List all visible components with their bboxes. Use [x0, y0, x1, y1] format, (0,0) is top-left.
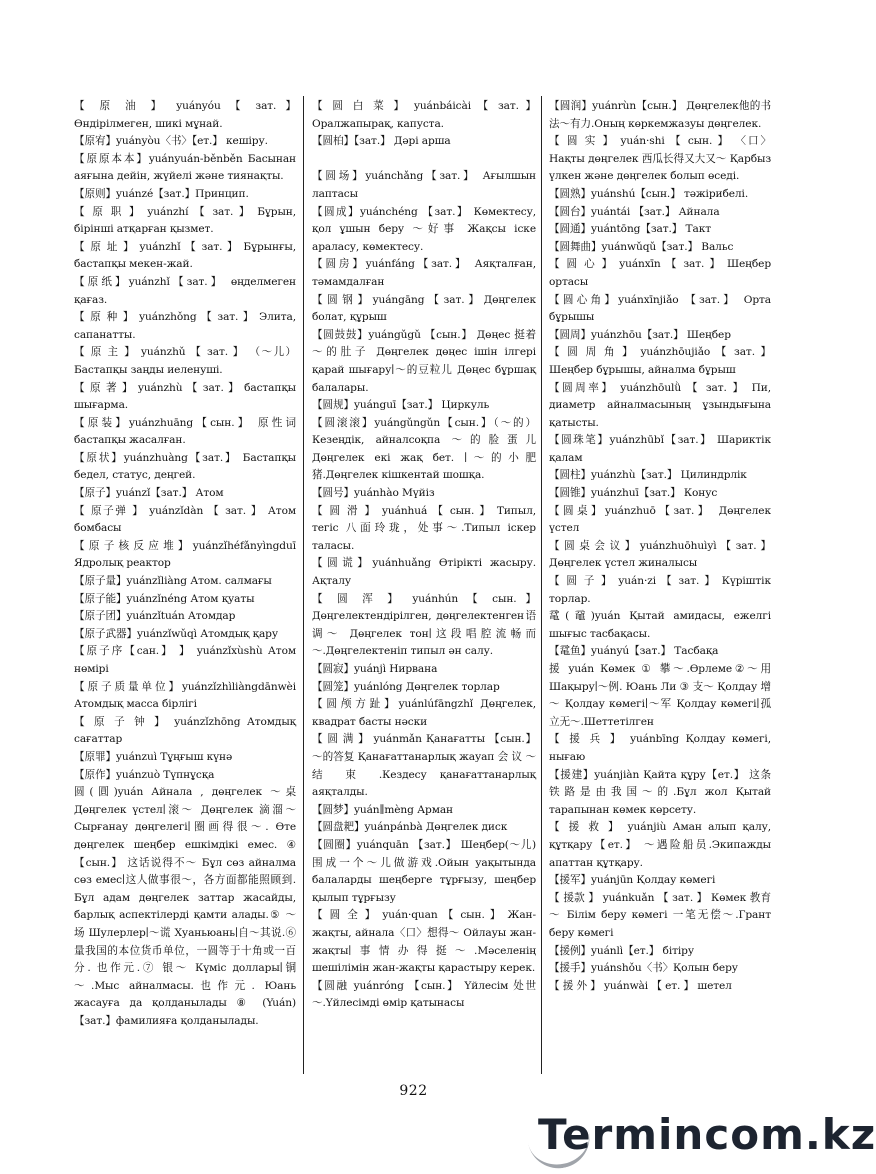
- dictionary-entry: 【原则】yuánzé【зат.】Принцип.: [74, 187, 249, 200]
- dictionary-entry: 【圆规】yuánguī【зат.】 Циркуль: [312, 399, 490, 412]
- dictionary-entry: 【原子核反应堆】yuánzǐhéfǎnyìngduī Ядролық реактор: [74, 539, 296, 570]
- dictionary-entry: 【原子量】yuánzǐliàng Атом. салмағы: [74, 575, 272, 588]
- dictionary-entry: 【援建】yuánjiàn Қайта құру【ет.】 这条铁路是由我国～的.Бұл жол Қытай тарапынан көмек көрсету.: [549, 768, 771, 816]
- dictionary-entry: 【 援款 】 yuánkuǎn 【 зат. 】 Көмек 教育～ Білім беру көмегі 一笔无偿～.Грант беру көмегі: [549, 891, 771, 939]
- dictionary-entry: 【 圆 浑 】 yuánhún 【 сын. 】 Дөңгелектендірілген, дөңгелектенген语调～ Дөңгелек тон∣这段唱腔流畅而～.Дөңгелектеніп типыл ән салу.: [312, 592, 536, 658]
- watermark-logo: [530, 1108, 876, 1164]
- dictionary-entry: 【圆柏】【зат.】 Дәрі арша: [312, 135, 451, 148]
- dictionary-entry: 【 圆 钢 】 yuángāng 【 зат. 】 Дөңгелек болат, құрыш: [312, 293, 536, 324]
- column-divider: [303, 96, 304, 1074]
- dictionary-entry: 【 原 子 钟 】 yuánzǐzhōng Атомдық сағаттар: [74, 715, 296, 746]
- dictionary-entry: 【 原 址 】 yuánzhǐ 【 зат. 】 Бұрынғы, бастапқы мекен-жай.: [74, 240, 296, 271]
- dictionary-entry: 【圆桌】yuánzhuō【зат.】 Дөңгелек үстел: [549, 504, 771, 535]
- dictionary-entry: 【原原本本】yuányuán-běnběn Басынан аяғына дейін, жүйелі және тиянақты.: [74, 152, 296, 183]
- dictionary-entry: 【援手】yuánshǒu〈书〉Қолын беру: [549, 962, 738, 975]
- dictionary-entry: 【 圆 实 】 yuán·shi 【 сын. 】 〈口〉 Нақты дөңгелек 西瓜长得又大又～ Қарбыз үлкен және дөңгелек болып өседі.: [549, 135, 771, 183]
- dictionary-entry: 【 原 油 】 yuányóu 【 зат. 】 Өндірілмеген, шикі мұнай.: [74, 100, 296, 130]
- dictionary-entry: 【 援 外 】 yuánwài 【 ет. 】 шетел: [549, 979, 732, 992]
- dictionary-entry: 【圆台】yuántái 【зат.】 Айнала: [549, 205, 720, 218]
- page-number: 922: [399, 1083, 428, 1099]
- dictionary-entry: 【圆舞曲】yuánwǔqǔ【зат.】 Вальс: [549, 240, 734, 253]
- dictionary-entry: 【原子】yuánzǐ【зат.】 Атом: [74, 487, 224, 500]
- dictionary-entry: 【 圆 心 】 yuánxīn 【 зат. 】 Шеңбер ортасы: [549, 258, 771, 288]
- dictionary-entry: 【鼋鱼】yuányú【зат.】 Тасбақа: [549, 645, 719, 658]
- dictionary-entry: 圆(圓)yuán Айнала , дөңгелек ～桌 Дөңгелек үстел∣滚～ Дөңгелек 滴溜～ Сырғанау дөңгелегі∣圈画得很～. Өте дөңгелек шеңбер ешкімдікі емес. ④【сын.】 这话说得不～ Бұл сөз айналма сөз емес∣这人做事很～，各方面都能照顾到. Бұл адам дөңгелек заттар жасайды, барлық аспектілерді қамти алады.⑤ ～场 Шулерлер∣～谎 Хуаньюань∣自～其说.⑥ 量我国的本位货币单位，一圆等于十角或一百分. 也作元.⑦ 银～ Күміс доллары∣铜～.Мыс айналмасы.也作元. Юань жасауға да қолданылады ⑧ (Yuán) 【зат.】фамилияға қолданылады.: [74, 786, 296, 1027]
- dictionary-entry: 【 圆 满 】 yuánmǎn Қанағатты 【сын.】 ～的答复 Қанағаттанарлық жауап 会 议 ～ 结 束 .Кездесу қанағаттанарлық аяқталды.: [312, 733, 536, 799]
- dictionary-entry: 【 圆 桌 会 议 】 yuánzhuōhuìyì 【 зат. 】 Дөңгелек үстел жиналысы: [549, 539, 771, 570]
- dictionary-entry: 【圆融 yuánróng 【сын.】 Үйлесім 处世～.Үйлесімді өмір қатынасы: [312, 979, 536, 1010]
- dictionary-entry: 【原子能】yuánzǐnéng Атом қуаты: [74, 592, 255, 605]
- dictionary-entry: 【圆场】yuánchǎng【зат.】 Ағылшын лаптасы: [312, 170, 536, 200]
- dictionary-entry: 【 援 兵 】 yuánbīng Қолдау көмегі, нығаю: [549, 733, 771, 763]
- dictionary-entry: 【原纸】yuánzhǐ【зат.】 өңделмеген қағаз.: [74, 275, 296, 306]
- dictionary-entry: 【圆润】yuánrùn【сын.】 Дөңгелек他的书法～有力.Оның көркемжазуы дөңгелек.: [549, 100, 771, 130]
- dictionary-entry: 【圆房】yuánfáng【зат.】 Аяқталған, тәмамдалған: [312, 258, 536, 288]
- column-divider: [541, 96, 542, 1074]
- dictionary-entry: 【圆笼】yuánlóng Дөңгелек торлар: [312, 680, 500, 693]
- dictionary-entry: 【援军】yuánjūn Қолдау көмегі: [549, 874, 716, 887]
- dictionary-entry: 【 援 救 】 yuánjiù Аман алып қалу, құтқару【ет.】 ～遇险船员.Экипажды апаттан құтқару.: [549, 821, 771, 869]
- dictionary-entry: 援 yuán Көмек ① 攀～.Өрлеме②～用 Шақыру∣～例. Юань Ли ③ 支～ Қолдау 增～ Қолдау көмегі∣～军 Қолдау көмегі∣孤立无～.Шеттетілген: [549, 663, 771, 728]
- dictionary-column-2: [312, 98, 536, 1073]
- dictionary-entry: 【圆寂】yuánjì Нирвана: [312, 663, 438, 675]
- dictionary-entry: 【原子质量单位】yuánzǐzhìliàngdānwèi Атомдық масса бірлігі: [74, 680, 296, 711]
- dictionary-entry: 【原状】yuánzhuàng【зат.】 Бастапқы бедел, статус, деңгей.: [74, 451, 296, 482]
- dictionary-entry: 【圆颅方趾】yuánlúfāngzhǐ Дөңгелек, квадрат басты нәски: [312, 698, 536, 728]
- dictionary-entry: 【原作】yuánzuò Түпнұсқа: [74, 768, 215, 781]
- dictionary-entry: 【圆梦】yuán∥mèng Арман: [312, 803, 454, 816]
- dictionary-entry: 【圆周率】 yuánzhōulǜ 【 зат. 】 Пи, диаметр айналмасының ұзындығына қатысты.: [549, 381, 771, 429]
- dictionary-entry: 【圆周】yuánzhōu【зат.】 Шеңбер: [549, 328, 731, 341]
- dictionary-entry: 【圆柱】yuánzhù【зат.】 Цилиндрлік: [549, 469, 747, 482]
- dictionary-entry: 【圆圈】yuánquān 【зат.】 Шеңбер(～儿) 围成一个～儿做游戏.Ойын уақытында балаларды шеңберге тұрғызу, шеңбер қылып тұрғызу: [312, 838, 536, 904]
- dictionary-entry: 【 圆 白 菜 】 yuánbáicài 【 зат. 】 Оралжапырақ, капуста.: [312, 100, 536, 130]
- dictionary-entry: 【 原 主 】 yuánzhǔ 【 зат. 】 （～儿） Бастапқы заңды иеленуші.: [74, 346, 296, 376]
- blank-line: [312, 151, 536, 169]
- dictionary-entry: 【 圆 周 角 】 yuánzhōujiǎo 【 зат. 】 Шеңбер бұрышы, айналма бұрыш: [549, 346, 771, 376]
- dictionary-entry: 【圆鼓鼓】yuángǔgǔ 【сын.】 Дөңес 挺着～的肚子 Дөңгелек дөңес ішін ілгері қарай шығару∣～的豆粒儿 Дөңес бұршақ балалары.: [312, 328, 536, 394]
- dictionary-entry: 【原装】yuánzhuāng【сын.】 原性词 бастапқы жасалған.: [74, 416, 296, 447]
- dictionary-entry: 【圆珠笔】yuánzhūbǐ【зат.】 Шариктік қалам: [549, 434, 771, 464]
- dictionary-entry: 【原宥】yuányòu〈书〉【ет.】 кешіру.: [74, 135, 268, 148]
- dictionary-entry: 【圆滚滚】yuángǔngǔn【сын.】（～的） Кезеңдік, айналсоқпа ～的脸蛋儿 Дөңгелек екі жақ бет. ∣～的小肥猪.Дөңгелек кішкентай шошқа.: [312, 416, 536, 482]
- dictionary-entry: 【圆通】yuántōng【зат.】 Такт: [549, 223, 712, 236]
- dictionary-entry: 【圆熟】yuánshú【сын.】 тәжірибелі.: [549, 187, 749, 200]
- dictionary-entry: 【 圆 子 】 yuán·zi 【 зат. 】 Күріштік торлар.: [549, 575, 771, 605]
- dictionary-entry: 【 原 职 】 yuánzhí 【 зат. 】 Бұрын, бірінші атқарған қызмет.: [74, 205, 296, 236]
- dictionary-entry: 【原子序【сан.】 】 yuánzǐxùshù Атом нөмірі: [74, 645, 296, 675]
- dictionary-entry: 【圆号】yuánhào Мүйіз: [312, 487, 435, 500]
- dictionary-entry: 【援例】yuánlì【ет.】 бітіру: [549, 944, 694, 957]
- dictionary-entry: 【原子武器】yuánzǐwǔqì Атомдық қару: [74, 627, 278, 640]
- dictionary-entry: 【 原 著 】 yuánzhù 【 зат. 】 бастапқы шығарма.: [74, 381, 296, 412]
- dictionary-entry: 鼋(黿)yuán Қытай амидасы, ежелгі шығыс тасбақасы.: [549, 610, 771, 640]
- dictionary-entry: 【圆盘耙】yuánpánbà Дөңгелек диск: [312, 821, 508, 834]
- dictionary-entry: 【原子团】yuánzǐtuán Атомдар: [74, 610, 236, 623]
- watermark-text: Termincom.kz: [538, 1110, 876, 1159]
- dictionary-entry: 【 圆 滑 】 yuánhuá 【 сын. 】 Типыл, тегіс 八面玲珑，处事～.Типыл іскер таласы.: [312, 504, 536, 552]
- dictionary-entry: 【圆锥】yuánzhuī【зат.】 Конус: [549, 487, 718, 500]
- dictionary-entry: 【圆心角】yuánxīnjiǎo 【зат.】 Орта бұрышы: [549, 293, 771, 324]
- dictionary-entry: 【 圆 全 】 yuán·quan 【 сын. 】 Жан-жақты, айнала〈口〉想得～ Ойлауы жан-жақты∣事情办得挺～.Мәселенің шешілімін жан-жақты қарастыру керек.: [312, 909, 536, 975]
- dictionary-column-1: [74, 98, 296, 1073]
- dictionary-entry: 【 原子弹 】 yuánzǐdàn 【 зат. 】 Атом бомбасы: [74, 504, 296, 535]
- dictionary-entry: 【圆成】yuánchéng 【зат.】 Көмектесу, қол ұшын беру ～好事 Жақсы іске араласу, көмектесу.: [312, 205, 536, 253]
- dictionary-entry: 【原罪】yuánzuì Тұңғыш күнә: [74, 750, 233, 763]
- dictionary-entry: 【 原 种 】 yuánzhǒng 【 зат. 】 Элита, сапанатты.: [74, 311, 296, 341]
- dictionary-entry: 【圆谎】yuánhuǎng Өтірікті жасыру. Ақталу: [312, 557, 536, 588]
- dictionary-column-3: [549, 98, 771, 1073]
